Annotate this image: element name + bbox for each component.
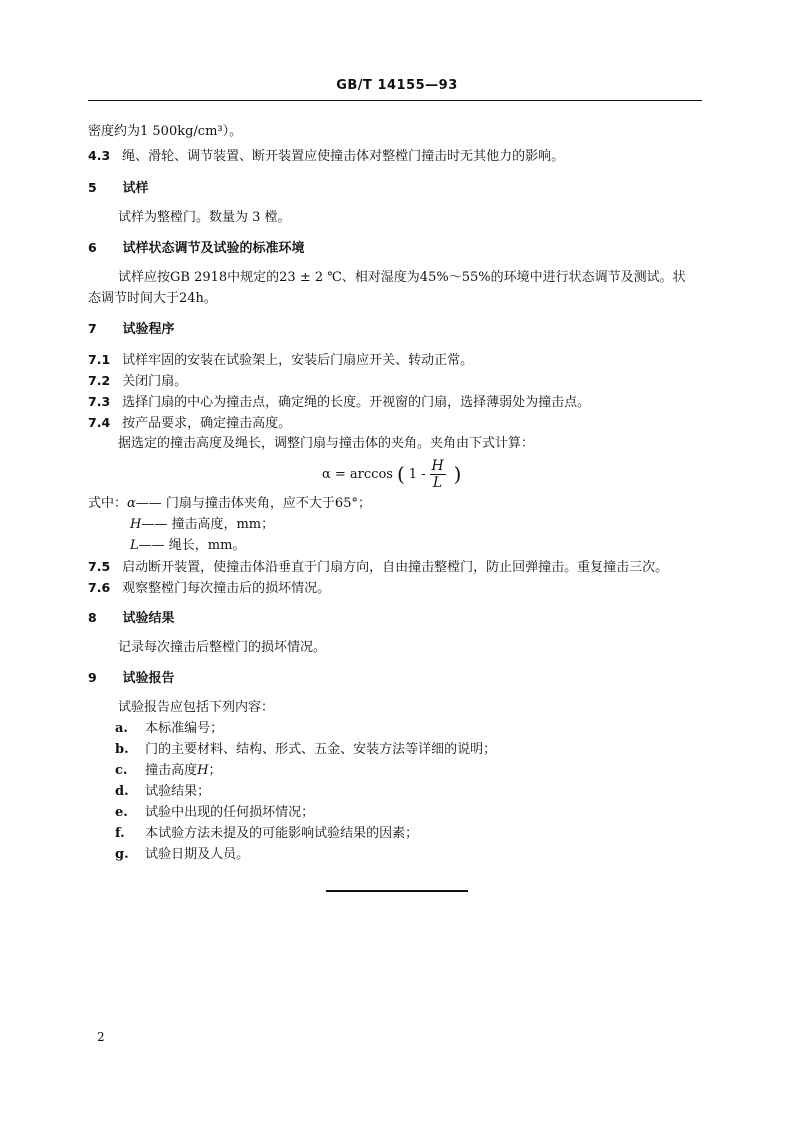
clause-number: 7.6	[88, 580, 111, 595]
item-tail: ；	[208, 763, 222, 778]
h-definition: —— 撞击高度，mm；	[141, 517, 275, 532]
clause-number: 7.5	[88, 559, 111, 574]
item-letter: d.	[115, 784, 129, 799]
alpha-definition: —— 门扇与撞击体夹角，应不大于65°；	[135, 496, 371, 511]
formula-paren-close: )	[453, 462, 462, 486]
section-8-text: 记录每次撞击后整樘门的损坏情况。	[118, 640, 327, 655]
item-text: 试验日期及人员。	[145, 847, 250, 862]
item-text: 门的主要材料、结构、形式、五金、安装方法等详细的说明；	[145, 742, 497, 757]
section-9-text: 试验报告应包括下列内容：	[118, 700, 275, 715]
item-text: 本试验方法未提及的可能影响试验结果的因素；	[145, 826, 419, 841]
section-number: 9	[88, 670, 97, 685]
section-6-text-line-1: 试样应按GB 2918中规定的23 ± 2 ℃、相对湿度为45%～55%的环境中进行状态调节及测试。状	[118, 270, 686, 285]
where-l-line	[130, 538, 245, 554]
formula-lhs: α = arccos	[322, 466, 393, 482]
alpha-symbol: α	[127, 496, 136, 511]
formula-one-minus: 1 -	[408, 466, 426, 482]
section-number: 6	[88, 240, 97, 255]
section-title: 试样	[122, 181, 149, 196]
list-item	[115, 784, 210, 800]
section-title: 试验结果	[122, 611, 175, 626]
clause-7-1	[88, 352, 473, 369]
clause-7-6	[88, 580, 330, 597]
item-letter: a.	[115, 721, 128, 736]
section-title: 试验程序	[122, 322, 175, 337]
document-header: GB/T 14155—93	[336, 78, 458, 93]
list-item	[115, 742, 496, 758]
clause-number: 7.2	[88, 373, 111, 388]
list-item	[115, 847, 249, 863]
h-symbol: H	[130, 517, 142, 532]
clause-number: 7.4	[88, 415, 111, 430]
section-8-heading	[88, 610, 175, 627]
section-number: 5	[88, 180, 97, 195]
list-item	[115, 721, 223, 737]
clause-text: 关闭门扇。	[122, 374, 188, 389]
item-letter: e.	[115, 805, 128, 820]
l-symbol: L	[130, 538, 139, 553]
item-letter: f.	[115, 826, 125, 841]
clause-7-4	[88, 415, 291, 432]
clause-number: 7.3	[88, 394, 111, 409]
clause-7-2	[88, 373, 187, 390]
formula-paren-open: (	[396, 462, 405, 486]
section-7-heading	[88, 321, 175, 338]
item-text: 撞击高度	[145, 763, 198, 778]
formula-numerator: H	[431, 457, 444, 474]
clause-text: 选择门扇的中心为撞击点，确定绳的长度。开视窗的门扇，选择薄弱处为撞击点。	[122, 395, 591, 410]
clause-7-3	[88, 394, 590, 411]
clause-4-3	[88, 148, 564, 165]
item-text: 本标准编号；	[145, 721, 224, 736]
clause-text: 启动断开装置，使撞击体沿垂直于门扇方向，自由撞击整樘门，防止回弹撞击。重复撞击三次。	[122, 560, 669, 575]
formula-denominator: L	[432, 474, 443, 491]
section-6-heading	[88, 240, 305, 257]
item-text: 试验中出现的任何损坏情况；	[145, 805, 315, 820]
section-number: 7	[88, 321, 97, 336]
angle-formula	[322, 454, 465, 494]
section-5-heading	[88, 180, 149, 197]
list-item	[115, 763, 222, 779]
clause-number: 7.1	[88, 352, 111, 367]
section-number: 8	[88, 610, 97, 625]
section-9-heading	[88, 670, 175, 687]
clause-7-4-text-2: 据选定的撞击高度及绳长，调整门扇与撞击体的夹角。夹角由下式计算：	[118, 436, 535, 451]
clause-text: 绳、滑轮、调节装置、断开装置应使撞击体对整樘门撞击时无其他力的影响。	[122, 149, 565, 164]
formula-fraction	[430, 458, 446, 491]
h-symbol: H	[197, 763, 209, 778]
list-item	[115, 805, 314, 821]
clause-number: 4.3	[88, 148, 111, 163]
section-5-text: 试样为整樘门。数量为 3 樘。	[118, 210, 291, 225]
header-rule	[88, 100, 702, 101]
end-of-document-rule	[326, 890, 468, 892]
page-number: 2	[97, 1030, 105, 1044]
where-alpha-line	[88, 496, 371, 512]
section-title: 试验报告	[122, 671, 175, 686]
clause-text: 试样牢固的安装在试验架上，安装后门扇应开关、转动正常。	[122, 353, 474, 368]
where-h-line	[130, 517, 274, 533]
where-prefix: 式中：	[88, 496, 128, 511]
clause-text: 按产品要求，确定撞击高度。	[122, 416, 292, 431]
l-definition: —— 绳长，mm。	[138, 538, 246, 553]
clause-7-5	[88, 559, 668, 576]
item-letter: c.	[115, 763, 128, 778]
item-letter: g.	[115, 847, 129, 862]
section-title: 试样状态调节及试验的标准环境	[122, 241, 305, 256]
item-text: 试验结果；	[145, 784, 211, 799]
list-item	[115, 826, 418, 842]
clause-text: 观察整樘门每次撞击后的损坏情况。	[122, 581, 331, 596]
density-line: 密度约为1 500kg/cm³）。	[88, 124, 243, 139]
item-letter: b.	[115, 742, 129, 757]
section-6-text-line-2: 态调节时间大于24h。	[88, 291, 217, 306]
